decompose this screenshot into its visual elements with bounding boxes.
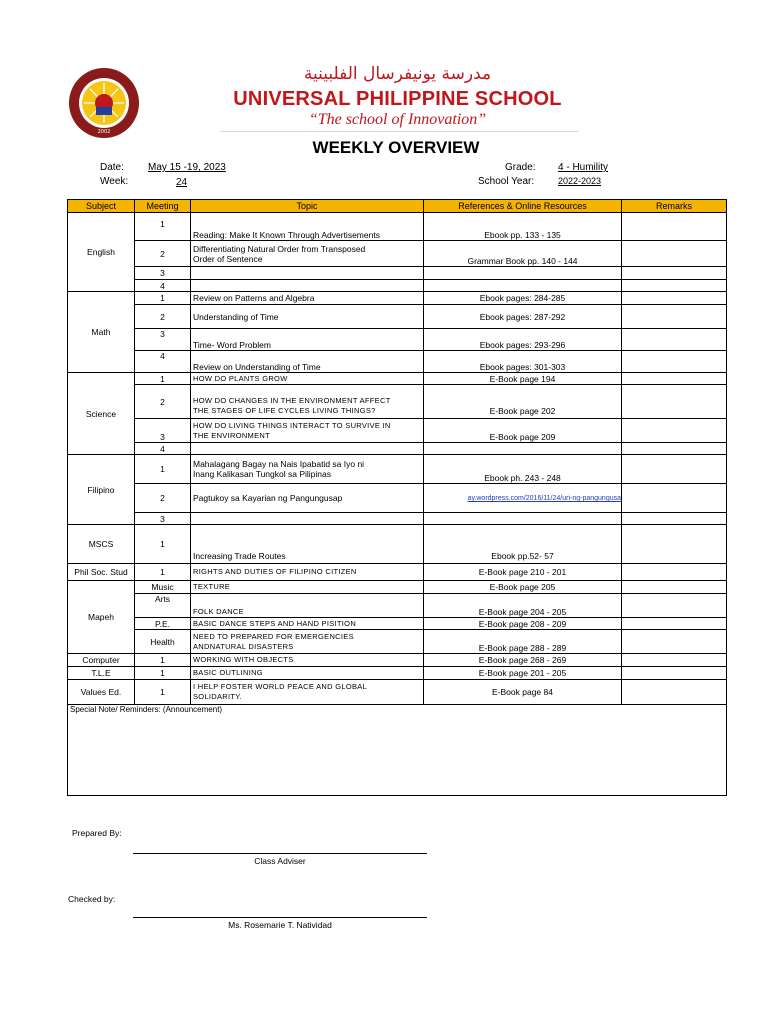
reference-cell: Grammar Book pp. 140 - 144 (424, 241, 622, 267)
checked-signature-line (133, 917, 427, 918)
table-row (68, 513, 727, 525)
meeting-cell: 1 (135, 525, 191, 564)
weekly-schedule-table (67, 199, 727, 796)
date-label: Date: (100, 162, 124, 173)
topic-cell: Time- Word Problem (191, 329, 424, 351)
meeting-cell: Health (135, 630, 191, 654)
table-row (68, 267, 727, 280)
reference-cell: Ebook pp. 133 - 135 (424, 213, 622, 241)
topic-cell: BASIC DANCE STEPS AND HAND PISITION (191, 618, 424, 630)
remarks-cell (622, 455, 727, 484)
reference-link[interactable]: ay.wordpress.com/2016/11/24/uri-ng-pangungusa (467, 495, 621, 502)
topic-line: ANDNATURAL DISASTERS (193, 641, 294, 651)
remarks-cell (622, 594, 727, 618)
topic-cell (191, 630, 424, 654)
reference-cell (424, 484, 622, 513)
meeting-cell: 2 (135, 305, 191, 329)
table-header-row (68, 200, 727, 213)
meeting-cell: P.E. (135, 618, 191, 630)
remarks-cell (622, 329, 727, 351)
topic-cell: Review on Understanding of Time (191, 351, 424, 373)
school-year-value: 2022-2023 (558, 176, 602, 186)
subject-cell: Computer (68, 654, 135, 667)
table-row (68, 351, 727, 373)
remarks-cell (622, 513, 727, 525)
subject-cell: Math (68, 292, 135, 373)
checker-name: Ms. Rosemarie T. Natividad (228, 920, 332, 930)
table-row (68, 654, 727, 667)
topic-cell (191, 419, 424, 443)
subject-cell: T.L.E (68, 667, 135, 680)
topic-line: THE STAGES OF LIFE CYCLES LIVING THINGS? (193, 406, 376, 415)
header-references: References & Online Resources (424, 200, 622, 213)
table-row (68, 484, 727, 513)
meeting-cell: 3 (135, 267, 191, 280)
reference-cell: Ebook pages: 287-292 (424, 305, 622, 329)
header-remarks: Remarks (622, 200, 727, 213)
header-topic: Topic (191, 200, 424, 213)
topic-line: I HELP FOSTER WORLD PEACE AND GLOBAL (193, 682, 368, 691)
table-row (68, 680, 727, 705)
grade-value: 4 - Humility (558, 162, 609, 173)
subject-cell: Values Ed. (68, 680, 135, 705)
topic-cell: Reading: Make It Known Through Advertisements (191, 213, 424, 241)
topic-cell: Increasing Trade Routes (191, 525, 424, 564)
topic-line: Mahalagang Bagay na Nais Ipabatid sa Iyo ni (193, 459, 365, 469)
table-row (68, 305, 727, 329)
meeting-cell: 4 (135, 351, 191, 373)
subject-cell: Science (68, 373, 135, 455)
table-row (68, 443, 727, 455)
school-motto: “The school of Innovation” (308, 111, 487, 128)
header-divider (220, 131, 578, 132)
table-row (68, 241, 727, 267)
reference-cell: E-Book page 201 - 205 (424, 667, 622, 680)
topic-line: NEED TO PREPARED FOR EMERGENCIES (193, 631, 354, 641)
topic-cell (191, 385, 424, 419)
meeting-cell: 1 (135, 455, 191, 484)
remarks-cell (622, 525, 727, 564)
meeting-cell: Music (135, 581, 191, 594)
subject-cell: Phil Soc. Stud (68, 564, 135, 581)
meeting-cell: 1 (135, 667, 191, 680)
remarks-cell (622, 654, 727, 667)
remarks-cell (622, 630, 727, 654)
topic-cell: Understanding of Time (191, 305, 424, 329)
reference-cell: E-Book page 288 - 289 (424, 630, 622, 654)
remarks-cell (622, 267, 727, 280)
remarks-cell (622, 667, 727, 680)
svg-text:2002: 2002 (97, 129, 111, 135)
topic-line: THE ENVIRONMENT (193, 430, 271, 440)
table-row (68, 213, 727, 241)
class-adviser-label: Class Adviser (254, 856, 306, 866)
topic-cell: Pagtukoy sa Kayarian ng Pangungusap (191, 484, 424, 513)
reference-cell: E-Book page 194 (424, 373, 622, 385)
table-row (68, 385, 727, 419)
reference-cell: E-Book page 84 (424, 680, 622, 705)
reference-cell: Ebook pages: 301-303 (424, 351, 622, 373)
remarks-cell (622, 385, 727, 419)
meeting-cell: Arts (135, 594, 191, 618)
meeting-cell: 2 (135, 484, 191, 513)
remarks-cell (622, 581, 727, 594)
subject-cell: Filipino (68, 455, 135, 525)
remarks-cell (622, 564, 727, 581)
remarks-cell (622, 443, 727, 455)
reference-cell (424, 443, 622, 455)
school-year-label: School Year: (478, 176, 535, 187)
arabic-school-name: مدرسة يونيفرسال الفلبينية (303, 64, 492, 84)
meeting-cell: 1 (135, 213, 191, 241)
checked-by-label: Checked by: (68, 894, 116, 904)
meeting-cell: 1 (135, 654, 191, 667)
table-row (68, 373, 727, 385)
remarks-cell (622, 484, 727, 513)
topic-cell (191, 241, 424, 267)
topic-line: Order of Sentence (193, 253, 263, 264)
subject-cell: Mapeh (68, 581, 135, 654)
remarks-cell (622, 292, 727, 305)
school-logo (68, 67, 140, 139)
topic-cell: Review on Patterns and Algebra (191, 292, 424, 305)
table-row (68, 419, 727, 443)
table-row (68, 280, 727, 292)
table-row (68, 525, 727, 564)
remarks-cell (622, 351, 727, 373)
date-value: May 15 -19, 2023 (148, 162, 226, 173)
meeting-cell: 1 (135, 292, 191, 305)
topic-cell: HOW DO PLANTS GROW (191, 373, 424, 385)
reference-cell: Ebook pages: 284-285 (424, 292, 622, 305)
reference-cell (424, 267, 622, 280)
meeting-cell: 1 (135, 373, 191, 385)
topic-line: Differentiating Natural Order from Transposed (193, 243, 366, 254)
topic-line: HOW DO CHANGES IN THE ENVIRONMENT AFFECT (193, 396, 391, 405)
meeting-cell: 3 (135, 419, 191, 443)
remarks-cell (622, 241, 727, 267)
topic-cell: BASIC OUTLINING (191, 667, 424, 680)
table-row (68, 581, 727, 594)
topic-cell (191, 455, 424, 484)
special-notes-cell: Special Note/ Reminders: (Announcement) (68, 705, 727, 796)
remarks-cell (622, 305, 727, 329)
topic-cell: TEXTURE (191, 581, 424, 594)
topic-cell: FOLK DANCE (191, 594, 424, 618)
week-label: Week: (100, 176, 129, 187)
reference-cell: E-Book page 205 (424, 581, 622, 594)
header-subject: Subject (68, 200, 135, 213)
meeting-cell: 3 (135, 329, 191, 351)
reference-cell: E-Book page 209 (424, 419, 622, 443)
table-row (68, 292, 727, 305)
table-row (68, 564, 727, 581)
subject-cell: English (68, 213, 135, 292)
topic-cell (191, 280, 424, 292)
table-row (68, 630, 727, 654)
table-row (68, 455, 727, 484)
topic-line: HOW DO LIVING THINGS INTERACT TO SURVIVE IN (193, 420, 391, 430)
topic-cell (191, 513, 424, 525)
table-row (68, 594, 727, 618)
meeting-cell: 4 (135, 280, 191, 292)
grade-label: Grade: (505, 162, 536, 173)
reference-cell: Ebook pages: 293-296 (424, 329, 622, 351)
meeting-cell: 1 (135, 564, 191, 581)
week-value: 24 (176, 177, 188, 188)
remarks-cell (622, 373, 727, 385)
meeting-cell: 1 (135, 680, 191, 705)
topic-line: Inang Kalikasan Tungkol sa Pilipinas (193, 469, 331, 479)
remarks-cell (622, 680, 727, 705)
subject-cell: MSCS (68, 525, 135, 564)
reference-cell: Ebook pp.52- 57 (424, 525, 622, 564)
remarks-cell (622, 213, 727, 241)
meeting-cell: 2 (135, 241, 191, 267)
reference-cell: E-Book page 268 - 269 (424, 654, 622, 667)
topic-cell (191, 267, 424, 280)
meeting-cell: 4 (135, 443, 191, 455)
topic-cell (191, 680, 424, 705)
remarks-cell (622, 618, 727, 630)
meeting-cell: 2 (135, 385, 191, 419)
page-title: WEEKLY OVERVIEW (312, 138, 480, 157)
remarks-cell (622, 419, 727, 443)
reference-cell: E-Book page 210 - 201 (424, 564, 622, 581)
reference-cell: Ebook ph. 243 - 248 (424, 455, 622, 484)
header-meeting: Meeting (135, 200, 191, 213)
notes-row (68, 705, 727, 796)
reference-cell: E-Book page 202 (424, 385, 622, 419)
table-row (68, 667, 727, 680)
topic-cell: WORKING WITH OBJECTS (191, 654, 424, 667)
topic-line: SOLIDARITY. (193, 692, 243, 701)
prepared-by-label: Prepared By: (72, 828, 122, 838)
remarks-cell (622, 280, 727, 292)
reference-cell: E-Book page 208 - 209 (424, 618, 622, 630)
school-name: UNIVERSAL PHILIPPINE SCHOOL (233, 88, 562, 110)
reference-cell: E-Book page 204 - 205 (424, 594, 622, 618)
topic-cell (191, 443, 424, 455)
prepared-signature-line (133, 853, 427, 854)
reference-cell (424, 280, 622, 292)
reference-cell (424, 513, 622, 525)
topic-cell: RIGHTS AND DUTIES OF FILIPINO CITIZEN (191, 564, 424, 581)
table-row (68, 329, 727, 351)
table-row (68, 618, 727, 630)
meeting-cell: 3 (135, 513, 191, 525)
